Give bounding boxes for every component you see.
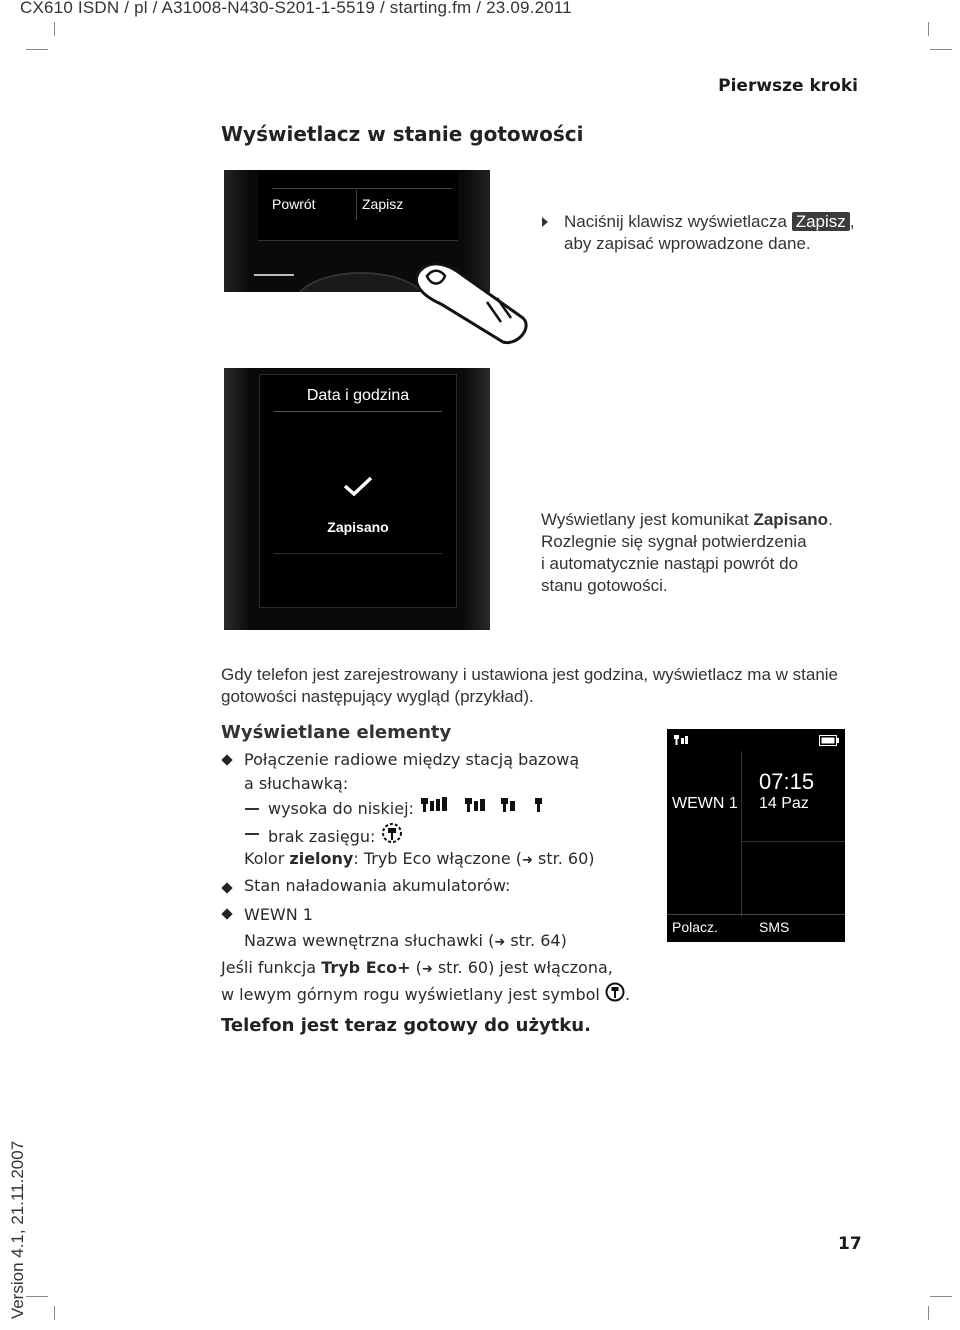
- list-item: [244, 748, 579, 796]
- step2-line4: stanu gotowości.: [541, 576, 668, 595]
- page-heading: Wyświetlacz w stanie gotowości: [221, 122, 584, 146]
- softkey-right-label: SMS: [759, 919, 790, 935]
- internal-name-desc: Nazwa wewnętrzna słuchawki (: [244, 931, 495, 950]
- internal-name-item: WEWN 1: [244, 905, 313, 924]
- arrow-right-icon: ➜: [522, 853, 533, 868]
- intro-line2: gotowości następujący wygląd (przykład).: [221, 687, 534, 706]
- softkey-left-label: Polacz.: [672, 919, 718, 935]
- signal-icon: [673, 734, 689, 746]
- list-item: [268, 796, 549, 818]
- crop-mark: [26, 1296, 48, 1297]
- no-signal-icon: [381, 822, 403, 844]
- diamond-bullet-icon: [221, 908, 232, 919]
- color-bold: zielony: [289, 849, 354, 868]
- handset-screen: [258, 170, 458, 241]
- color-post: : Tryb Eco włączone (: [353, 849, 523, 868]
- crop-mark: [930, 1296, 952, 1297]
- crop-mark: [26, 49, 48, 50]
- step2-line3: i automatycznie nastąpi powrót do: [541, 554, 799, 573]
- battery-icon: [819, 735, 839, 746]
- handset-image-saved: [224, 368, 490, 630]
- diamond-bullet-icon: [221, 754, 232, 765]
- handset-screen-saved: [259, 374, 457, 608]
- dash-bullet: [245, 808, 259, 810]
- step2-text: Wyświetlany jest komunikat: [541, 510, 749, 529]
- step1-text-end: ,: [849, 212, 855, 231]
- item1-line1: Połączenie radiowe między stacją bazową: [244, 750, 580, 769]
- eco-pre: Jeśli funkcja: [221, 958, 317, 977]
- idle-date: 14 Paz: [759, 795, 809, 812]
- intro-paragraph: [221, 664, 881, 708]
- eco-plus-icon: [605, 982, 625, 1002]
- battery-label: Stan naładowania akumulatorów:: [244, 876, 511, 895]
- elements-title: Wyświetlane elementy: [221, 722, 452, 743]
- color-ref: str. 60): [532, 849, 595, 868]
- step2-description: [541, 509, 871, 597]
- softkey-left-label: Powrót: [272, 196, 316, 212]
- eco-end: .: [624, 985, 631, 1004]
- signal-strength-icons: [419, 796, 549, 816]
- step2-text-end: .: [828, 510, 833, 529]
- saved-message: Zapisano: [327, 519, 389, 535]
- intro-line1: Gdy telefon jest zarejestrowany i ustawiona jest godzina, wyświetlacz ma w stanie: [221, 665, 839, 684]
- page-number: 17: [838, 1234, 862, 1254]
- step1-instruction: [542, 211, 872, 255]
- idle-time: 07:15: [759, 769, 815, 794]
- triangle-bullet-icon: [542, 217, 548, 227]
- save-key-label: Zapisz: [792, 212, 850, 231]
- crop-mark: [54, 1306, 55, 1320]
- display-key: [254, 274, 294, 276]
- crop-mark: [930, 49, 952, 50]
- step1-text-line2: aby zapisać wprowadzone dane.: [564, 234, 811, 253]
- signal-high-low-label: wysoka do niskiej:: [268, 799, 414, 818]
- internal-name-ref: str. 64): [505, 931, 567, 950]
- step1-text: Naciśnij klawisz wyświetlacza: [564, 212, 787, 231]
- eco-mid: (: [410, 958, 422, 977]
- item1-line2: a słuchawką:: [244, 774, 349, 793]
- arrow-right-icon: ➜: [421, 962, 433, 977]
- section-title: Pierwsze kroki: [718, 76, 858, 96]
- idle-screen-example: [667, 729, 845, 942]
- dash-bullet: [245, 833, 259, 835]
- crop-mark: [928, 1306, 929, 1320]
- document-meta: CX610 ISDN / pl / A31008-N430-S201-1-5519 / starting.fm / 23.09.2011: [20, 0, 572, 17]
- step2-bold: Zapisano: [753, 510, 829, 529]
- arrow-right-icon: ➜: [494, 935, 506, 950]
- no-signal-label: brak zasięgu:: [268, 827, 376, 846]
- eco-line2: w lewym górnym rogu wyświetlany jest symbol: [221, 985, 600, 1004]
- eco-plus-note: [221, 956, 630, 1007]
- eco-color-note: [244, 849, 595, 868]
- list-item: [244, 876, 510, 895]
- idle-internal-name: WEWN 1: [672, 795, 738, 812]
- checkmark-icon: [342, 475, 374, 497]
- crop-mark: [928, 22, 929, 36]
- version-label: Version 4.1, 21.11.2007: [8, 1140, 27, 1320]
- eco-bold: Tryb Eco+: [321, 958, 411, 977]
- crop-mark: [54, 22, 55, 36]
- eco-ref: str. 60) jest włączona,: [432, 958, 613, 977]
- screen-title: Data i godzina: [306, 387, 410, 404]
- color-pre: Kolor: [244, 849, 285, 868]
- diamond-bullet-icon: [221, 882, 232, 893]
- list-item: [268, 822, 403, 846]
- step2-line2: Rozlegnie się sygnał potwierdzenia: [541, 532, 807, 551]
- softkey-right-label: Zapisz: [362, 196, 404, 212]
- list-item: [244, 902, 567, 956]
- final-statement: Telefon jest teraz gotowy do użytku.: [221, 1015, 591, 1036]
- finger-pointer-icon: [405, 258, 535, 348]
